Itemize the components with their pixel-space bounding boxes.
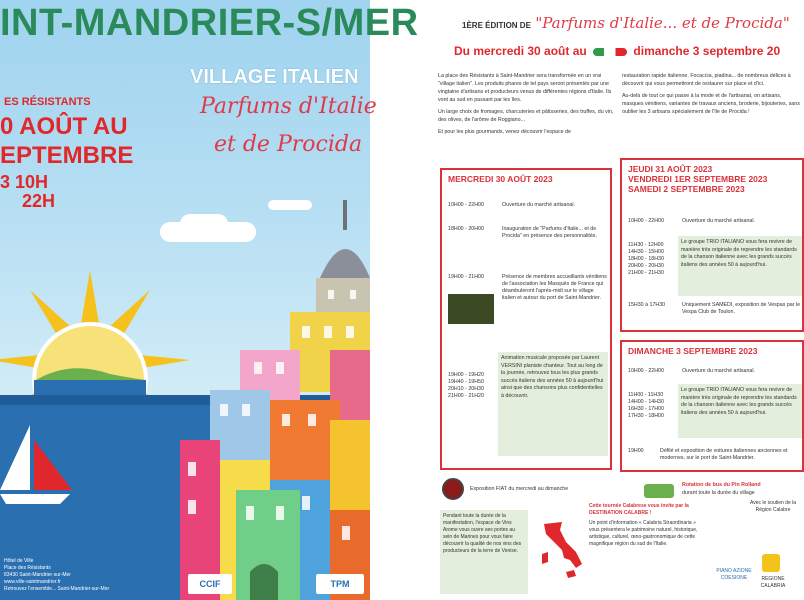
partner-support-text: Avec le soutien de la Région Calabre xyxy=(749,500,797,513)
regione-calabria-logo: REGIONE CALABRIA xyxy=(760,576,786,589)
thu-sat-schedule-box xyxy=(620,158,804,332)
poster-time-line1: 3 10H xyxy=(0,172,49,192)
thursday-title: JEUDI 31 AOÛT 2023 xyxy=(628,164,713,174)
poster-footer-address: Hôtel de Ville Place des Résistants 83430 Saint-Mandrier-sur-Mer www.ville-saintmandrier.fr Retrouvez l'ensemble... Saint-Mandrier-sur-Mer xyxy=(4,558,110,592)
poster-date-line1: 0 AOÛT AU xyxy=(0,113,128,140)
trio-times: 11H30 - 12H00 14H30 - 15H00 18H00 - 18H30 20H00 - 20H30 21H00 - 21H30 xyxy=(628,242,664,276)
schedule-time: 10H00 - 22H00 xyxy=(448,202,484,208)
trio-description: Le groupe TRIO ITALIANO vous fera revivre de manière très originale de reprendre les standards de la chanson italienne avec les grands succès italiens des années 50 à aujourd'hui. xyxy=(678,236,802,296)
fiat-exposition-text: Exposition FIAT du mercredi au dimanche xyxy=(470,486,569,492)
poster-place: ES RÉSISTANTS xyxy=(4,96,91,108)
schedule-text: Uniquement SAMEDI, exposition de Vespas par le Vespa Club de Toulon. xyxy=(682,302,801,315)
sunday-schedule-box xyxy=(620,340,804,472)
schedule-time: 19H00 xyxy=(628,448,644,454)
schedule-text: Ouverture du marché artisanal. xyxy=(682,368,756,374)
bus-text: durant toute la durée du village xyxy=(682,490,755,496)
bus-icon xyxy=(644,484,674,498)
dates-start: Du mercredi 30 août au xyxy=(454,44,587,58)
schedule-time: 10H00 - 22H00 xyxy=(628,218,664,224)
tpm-logo: TPM xyxy=(316,574,364,594)
italy-map-icon xyxy=(536,520,584,584)
schedule-text: Inauguration de "Parfums d'Italie... et de Procida" en présence des personnalités. xyxy=(502,226,597,239)
schedule-text: Ouverture du marché artisanal. xyxy=(502,202,576,208)
saturday-title: SAMEDI 2 SEPTEMBRE 2023 xyxy=(628,184,745,194)
poster-script-line2: et de Procida xyxy=(214,132,363,157)
wednesday-title: MERCREDI 30 AOÛT 2023 xyxy=(448,174,553,184)
poster-date-line2: EPTEMBRE xyxy=(0,142,134,169)
pac-logo: PIANO AZIONE COESIONE xyxy=(716,568,752,581)
trio-description: Le groupe TRIO ITALIANO vous fera revivre de manière très originale de reprendre les standards de la chanson italienne avec les grands succès italiens des années 50 à aujourd'hui. xyxy=(678,384,802,438)
procida-houses-illustration xyxy=(180,200,370,600)
intro-text-right: restauration rapide italienne. Focaccia, piadina... de nombreux délices à découvrir qui vous permettront de restaurer sur place et d'ici. Au-delà de tout ce qui passe à la mode et de l'artisanat, on artisans, masques vénitiens, variantes de travaux anciens, broderie, bijouteries, sans oublier les 3 artisans spécialement de l'île de Procida ! xyxy=(622,73,800,115)
poster-time-line2: 22H xyxy=(22,191,56,211)
schedule-time: 19H00 - 21H00 xyxy=(448,274,484,280)
ccif-logo: CCIF xyxy=(188,574,232,594)
sunday-title: DIMANCHE 3 SEPTEMBRE 2023 xyxy=(628,346,758,356)
schedule-time: 15H30 à 17H30 xyxy=(628,302,666,308)
programme-dates xyxy=(454,44,780,58)
poster-town-title: INT-MANDRIER-S/MER xyxy=(0,2,419,44)
edition-label: 1ÈRE ÉDITION DE xyxy=(462,21,531,30)
friday-title: VENDREDI 1ER SEPTEMBRE 2023 xyxy=(628,174,768,184)
calabria-crest-icon xyxy=(762,554,780,572)
schedule-text: Ouverture du marché artisanal. xyxy=(682,218,756,224)
wine-note: Pendant toute la durée de la manifestation, l'espace de Vins Arome vous ouvre ses portes au sein de Marines pour vous faire découvrir la qualité de nos vins des producteurs de la terre de Venise. xyxy=(440,510,528,594)
event-programme-page xyxy=(432,0,800,600)
music-description: Animation musicale proposée par Laurent VERSINI planiste chanteur. Tout au long de la journée, retrouvez tous les plus grands succès italiens des années 50 à aujourd'hui ainsi que des chansons plus confidentielles à découvrir. xyxy=(498,352,608,456)
sailboat-icon xyxy=(0,420,80,510)
poster-village-heading: VILLAGE ITALIEN xyxy=(190,66,359,88)
poster-script-line1: Parfums d'Italie xyxy=(200,94,377,119)
trio-times: 11H00 - 11H30 14H00 - 14H30 16H30 - 17H00 17H30 - 18H00 xyxy=(628,392,664,419)
fiat-logo-icon xyxy=(442,478,464,500)
bus-title: Rotation de bus du Pin Rolland xyxy=(682,482,761,488)
dates-end: dimanche 3 septembre 20 xyxy=(633,44,781,58)
schedule-time: 18H00 - 20H00 xyxy=(448,226,484,232)
masks-photo xyxy=(448,294,494,324)
intro-text-left: La place des Résistants à Saint-Mandrier sera transformée en un vrai "village italien". Les produits phares de tel pays seront présentés par une vingtaine d'artisans et producteurs venus de différentes régions d'Italie. Ils vont au sud en passant par les îles. Un large choix de fromages, charcuteries et pâtisseries, des truffes, du vin, des olives, de l'arôme de Roggiano... Et pour les plus gourmands, venez découvrir l'espace de xyxy=(438,73,614,135)
music-times: 19H00 - 19H20 19H40 - 19H50 20H10 - 20H30 21H00 - 21H20 xyxy=(448,372,484,399)
schedule-text: Présence de membres accueillants vénitiens de l'association les Masqués de France qui déambuleront l'après-midi sur le village italien et autour du port de Saint-Mandrier. xyxy=(502,274,607,301)
italian-flag-icon xyxy=(593,48,627,56)
schedule-time: 10H00 - 22H00 xyxy=(628,368,664,374)
calabria-note: Cette tournée Calabrese vous invite par la DESTINATION CALABRE ! Un point d'information « Calabria Straordinaria » vous présentera le patrimoine naturel, historique, artistique, culturel, œno-gastronomique de cette magnifique région du sud de l'Italie. xyxy=(586,500,710,594)
programme-header xyxy=(462,14,790,33)
programme-script-title: "Parfums d'Italie... et de Procida" xyxy=(535,14,790,32)
wednesday-schedule-box xyxy=(440,168,612,470)
schedule-text: Défilé et exposition de voitures italiennes anciennes et modernes, sur le port de Saint-Mandrier. xyxy=(660,448,788,461)
